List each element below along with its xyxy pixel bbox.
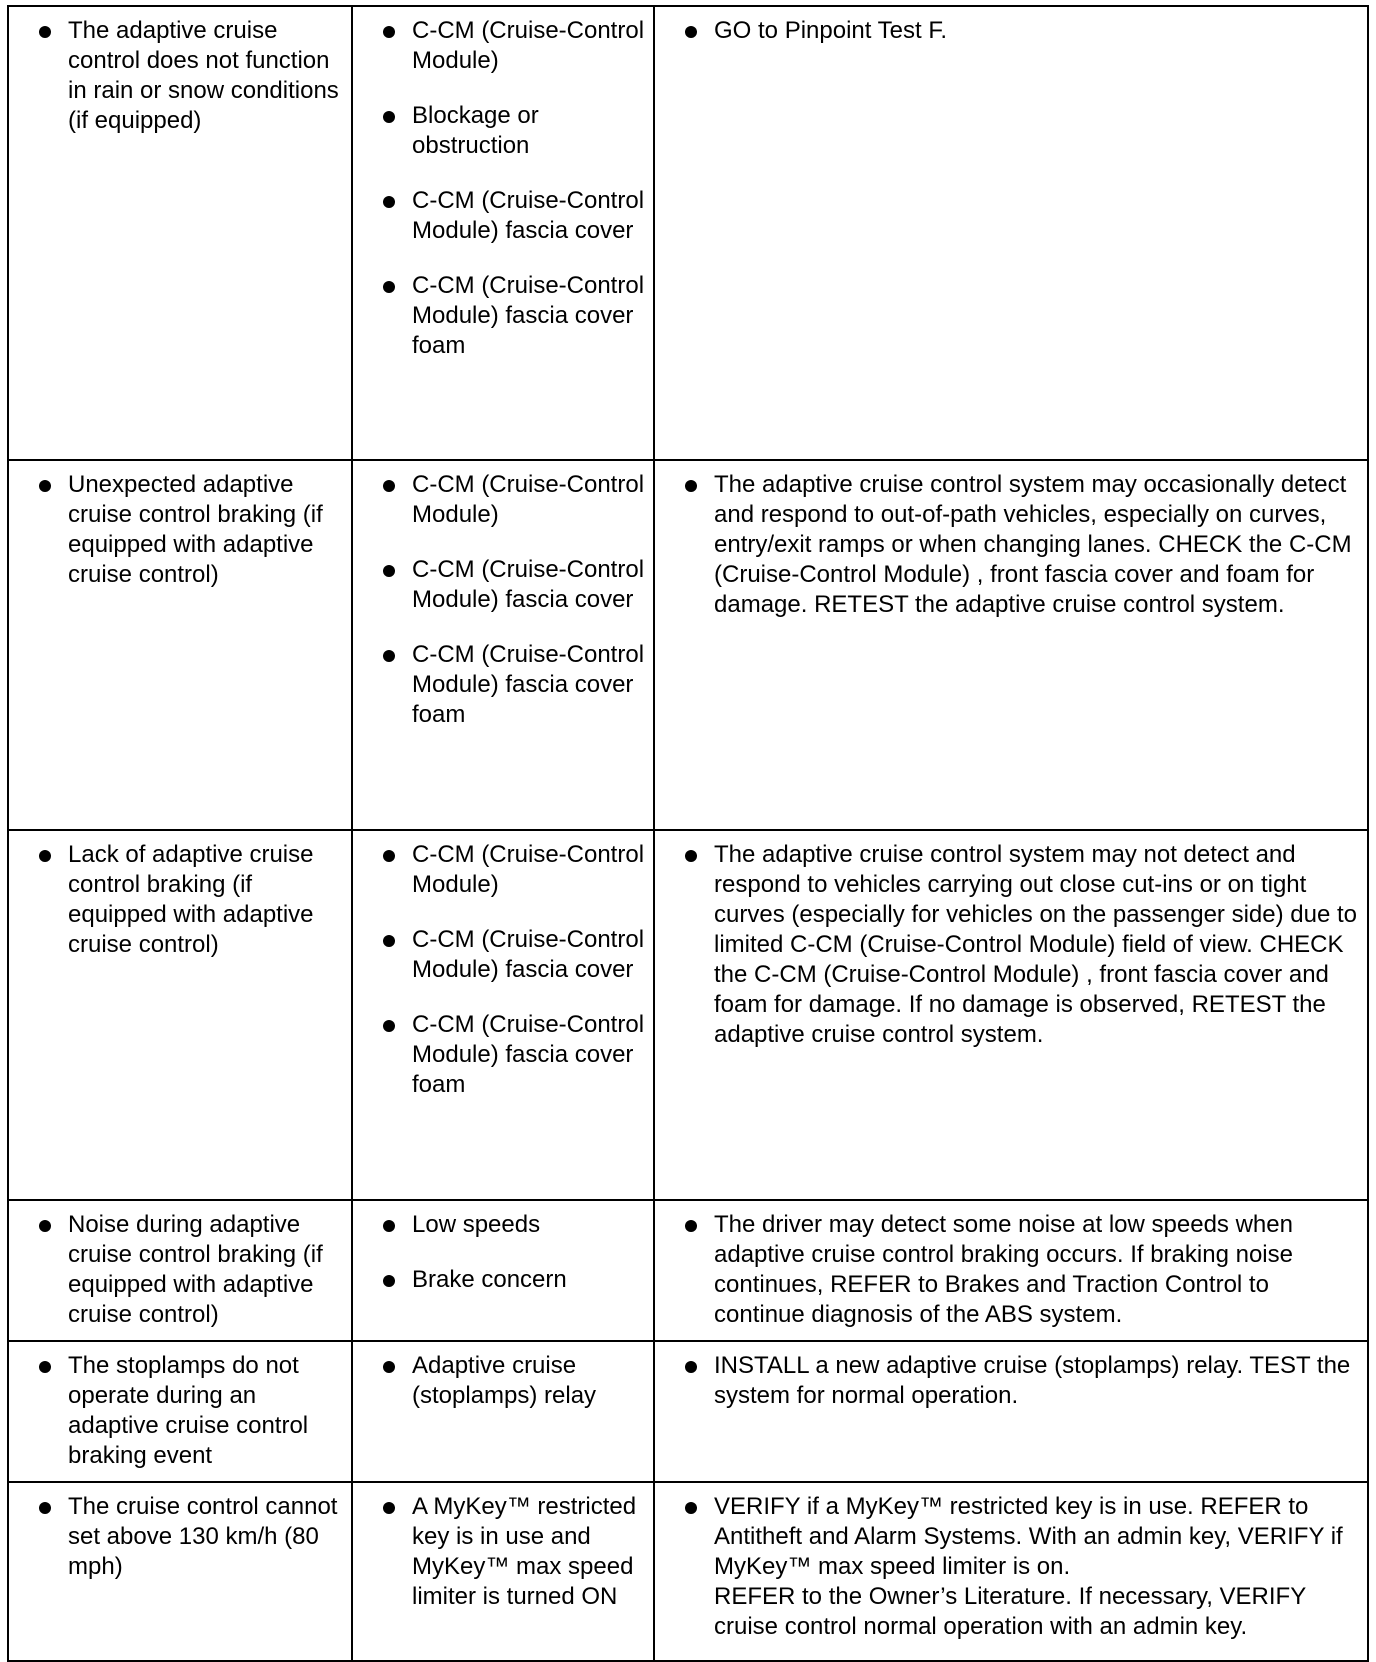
- condition-cell: [8, 1482, 352, 1661]
- source-cell: [352, 830, 654, 1200]
- table-row: [8, 6, 1368, 460]
- action-text: INSTALL a new adaptive cruise (stoplamps) relay. TEST the system for normal operation.: [661, 1351, 1361, 1411]
- action-text: [661, 1492, 1361, 1642]
- action-line: REFER to the Owner’s Literature. If necessary, VERIFY cruise control normal operation with an admin key.: [714, 1583, 1306, 1640]
- source-cell: [352, 1200, 654, 1341]
- action-text: GO to Pinpoint Test F.: [661, 16, 1361, 46]
- action-text: The driver may detect some noise at low speeds when adaptive cruise control braking occurs. If braking noise continues, REFER to Brakes and Traction Control to continue diagnosis of the ABS system.: [661, 1210, 1361, 1330]
- action-cell: [654, 1482, 1368, 1661]
- condition-text: Noise during adaptive cruise control braking (if equipped with adaptive cruise control): [15, 1210, 345, 1330]
- source-item: C-CM (Cruise-Control Module) fascia cover foam: [359, 1010, 647, 1100]
- source-cell: [352, 1482, 654, 1661]
- action-text: The adaptive cruise control system may not detect and respond to vehicles carrying out close cut-ins or on tight curves (especially for vehicles on the passenger side) due to limited C-CM (Cruise-Control Module) field of view. CHECK the C-CM (Cruise-Control Module) , front fascia cover and foam for damage. If no damage is observed, RETEST the adaptive cruise control system.: [661, 840, 1361, 1050]
- action-cell: [654, 1200, 1368, 1341]
- source-cell: [352, 460, 654, 830]
- condition-cell: [8, 1341, 352, 1482]
- table-row: [8, 1200, 1368, 1341]
- table-row: [8, 1341, 1368, 1482]
- action-cell: [654, 830, 1368, 1200]
- condition-cell: [8, 6, 352, 460]
- action-text: The adaptive cruise control system may occasionally detect and respond to out-of-path vehicles, especially on curves, entry/exit ramps or when changing lanes. CHECK the C-CM (Cruise-Control Module) , front fascia cover and foam for damage. RETEST the adaptive cruise control system.: [661, 470, 1361, 620]
- source-item: A MyKey™ restricted key is in use and MyKey™ max speed limiter is turned ON: [359, 1492, 647, 1612]
- action-line: VERIFY if a MyKey™ restricted key is in use. REFER to Antitheft and Alarm Systems. With an admin key, VERIFY if MyKey™ max speed limiter is on.: [714, 1493, 1343, 1580]
- condition-cell: [8, 460, 352, 830]
- condition-text: The stoplamps do not operate during an adaptive cruise control braking event: [15, 1351, 345, 1471]
- condition-cell: [8, 830, 352, 1200]
- source-item: C-CM (Cruise-Control Module) fascia cover foam: [359, 271, 647, 361]
- condition-text: The cruise control cannot set above 130 km/h (80 mph): [15, 1492, 345, 1582]
- source-item: Low speeds: [359, 1210, 647, 1240]
- table-row: [8, 830, 1368, 1200]
- condition-cell: [8, 1200, 352, 1341]
- source-item: Blockage or obstruction: [359, 101, 647, 161]
- source-cell: [352, 6, 654, 460]
- source-item: C-CM (Cruise-Control Module) fascia cover: [359, 186, 647, 246]
- table-row: [8, 460, 1368, 830]
- source-item: C-CM (Cruise-Control Module) fascia cover foam: [359, 640, 647, 730]
- source-item: C-CM (Cruise-Control Module): [359, 470, 647, 530]
- condition-text: Unexpected adaptive cruise control braking (if equipped with adaptive cruise control): [15, 470, 345, 590]
- condition-text: The adaptive cruise control does not function in rain or snow conditions (if equipped): [15, 16, 345, 136]
- action-cell: [654, 460, 1368, 830]
- source-item: C-CM (Cruise-Control Module) fascia cover: [359, 925, 647, 985]
- source-item: C-CM (Cruise-Control Module): [359, 840, 647, 900]
- source-item: C-CM (Cruise-Control Module): [359, 16, 647, 76]
- source-item: Adaptive cruise (stoplamps) relay: [359, 1351, 647, 1411]
- action-cell: [654, 1341, 1368, 1482]
- condition-text: Lack of adaptive cruise control braking (if equipped with adaptive cruise control): [15, 840, 345, 960]
- action-cell: [654, 6, 1368, 460]
- source-item: Brake concern: [359, 1265, 647, 1295]
- diagnostic-table: [7, 5, 1369, 1662]
- source-cell: [352, 1341, 654, 1482]
- table-row: [8, 1482, 1368, 1661]
- source-item: C-CM (Cruise-Control Module) fascia cover: [359, 555, 647, 615]
